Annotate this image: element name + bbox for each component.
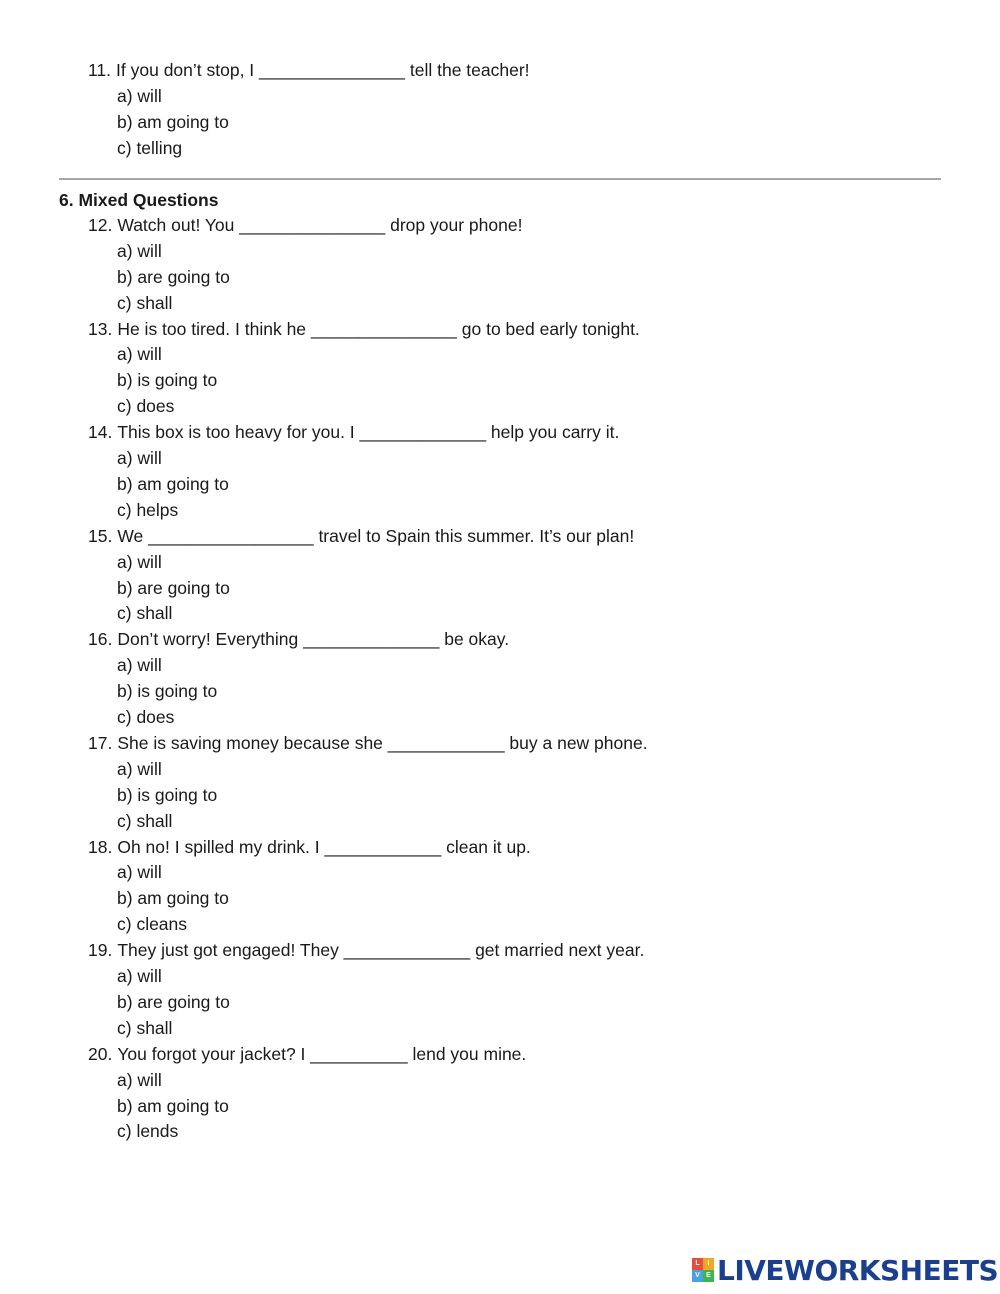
answer-option[interactable]: a) will <box>117 240 162 261</box>
question-item <box>88 627 948 731</box>
logo-mark-letter: V <box>692 1270 703 1282</box>
question-number: 18. <box>88 836 113 857</box>
logo-mark-letter: L <box>692 1258 703 1270</box>
question-stem <box>88 317 948 343</box>
answer-option[interactable]: c) does <box>117 396 175 417</box>
question-number: 15. <box>88 525 113 546</box>
answer-option[interactable]: c) helps <box>117 499 179 520</box>
answer-option[interactable]: b) are going to <box>117 577 230 598</box>
answer-option[interactable]: a) will <box>117 344 162 365</box>
answer-option[interactable]: b) am going to <box>117 111 229 132</box>
answer-option[interactable]: c) shall <box>117 292 173 313</box>
answer-option[interactable]: c) telling <box>117 137 183 158</box>
question-text: We _________________ travel to Spain this summer. It’s our plan! <box>117 525 635 546</box>
question-stem <box>88 835 948 861</box>
question-stem <box>88 1042 948 1068</box>
question-item <box>88 213 948 317</box>
answer-option[interactable]: a) will <box>117 1069 162 1090</box>
question-text: They just got engaged! They _____________ get married next year. <box>117 940 645 961</box>
answer-option[interactable]: c) lends <box>117 1121 179 1142</box>
question-stem <box>88 524 948 550</box>
question-text: This box is too heavy for you. I _____________ help you carry it. <box>117 422 620 443</box>
question-item <box>88 524 948 628</box>
answer-option[interactable]: a) will <box>117 655 162 676</box>
question-number: 11. <box>88 60 112 80</box>
question-stem <box>88 58 948 84</box>
question-number: 16. <box>88 629 113 650</box>
logo-mark-icon <box>692 1258 714 1282</box>
question-item <box>88 317 948 421</box>
answer-option[interactable]: a) will <box>117 85 162 106</box>
question-text: You forgot your jacket? I __________ lend you mine. <box>117 1043 527 1064</box>
question-stem <box>88 627 948 653</box>
question-stem <box>88 213 948 239</box>
answer-option[interactable]: a) will <box>117 966 162 987</box>
question-stem <box>88 731 948 757</box>
question-item <box>88 938 948 1042</box>
answer-option[interactable]: b) is going to <box>117 681 218 702</box>
answer-option[interactable]: a) will <box>117 862 162 883</box>
question-number: 17. <box>88 733 113 753</box>
answer-option[interactable]: b) am going to <box>117 888 229 909</box>
question-text: Don’t worry! Everything ______________ be okay. <box>117 629 510 650</box>
answer-option[interactable]: c) shall <box>117 603 173 624</box>
answer-option[interactable]: c) cleans <box>117 914 188 935</box>
question-item <box>88 420 948 524</box>
answer-option[interactable]: a) will <box>117 551 162 572</box>
answer-option[interactable]: b) are going to <box>117 991 230 1012</box>
section-divider <box>59 178 941 180</box>
logo-mark-letter: I <box>703 1258 714 1270</box>
answer-option[interactable]: b) is going to <box>117 784 218 805</box>
question-number: 20. <box>88 1043 113 1064</box>
liveworksheets-logo <box>692 1255 998 1285</box>
question-item <box>88 731 948 835</box>
question-text: He is too tired. I think he _______________ go to bed early tonight. <box>117 318 640 339</box>
question-11 <box>88 58 948 162</box>
question-number: 12. <box>88 215 113 235</box>
answer-option[interactable]: b) are going to <box>117 266 230 287</box>
answer-option[interactable]: a) will <box>117 758 162 779</box>
question-item <box>88 1042 948 1146</box>
question-number: 19. <box>88 940 113 961</box>
answer-option[interactable]: c) shall <box>117 1017 173 1038</box>
logo-mark-letter: E <box>703 1270 714 1282</box>
question-number: 14. <box>88 422 113 443</box>
question-stem <box>88 938 948 964</box>
logo-text: LIVEWORKSHEETS <box>717 1253 999 1287</box>
section-title: 6. Mixed Questions <box>59 190 219 210</box>
answer-option[interactable]: c) shall <box>117 810 173 831</box>
answer-option[interactable]: b) is going to <box>117 370 218 391</box>
answer-option[interactable]: b) am going to <box>117 1095 229 1116</box>
question-stem <box>88 420 948 446</box>
question-text: Oh no! I spilled my drink. I ____________ clean it up. <box>117 836 531 857</box>
answer-option[interactable]: b) am going to <box>117 473 229 494</box>
question-item <box>88 835 948 939</box>
question-number: 13. <box>88 318 113 339</box>
question-text: She is saving money because she ____________ buy a new phone. <box>117 733 648 753</box>
answer-option[interactable]: a) will <box>117 448 162 469</box>
answer-option[interactable]: c) does <box>117 707 175 728</box>
question-text: If you don’t stop, I _______________ tell the teacher! <box>116 60 530 80</box>
question-text: Watch out! You _______________ drop your phone! <box>117 215 523 235</box>
